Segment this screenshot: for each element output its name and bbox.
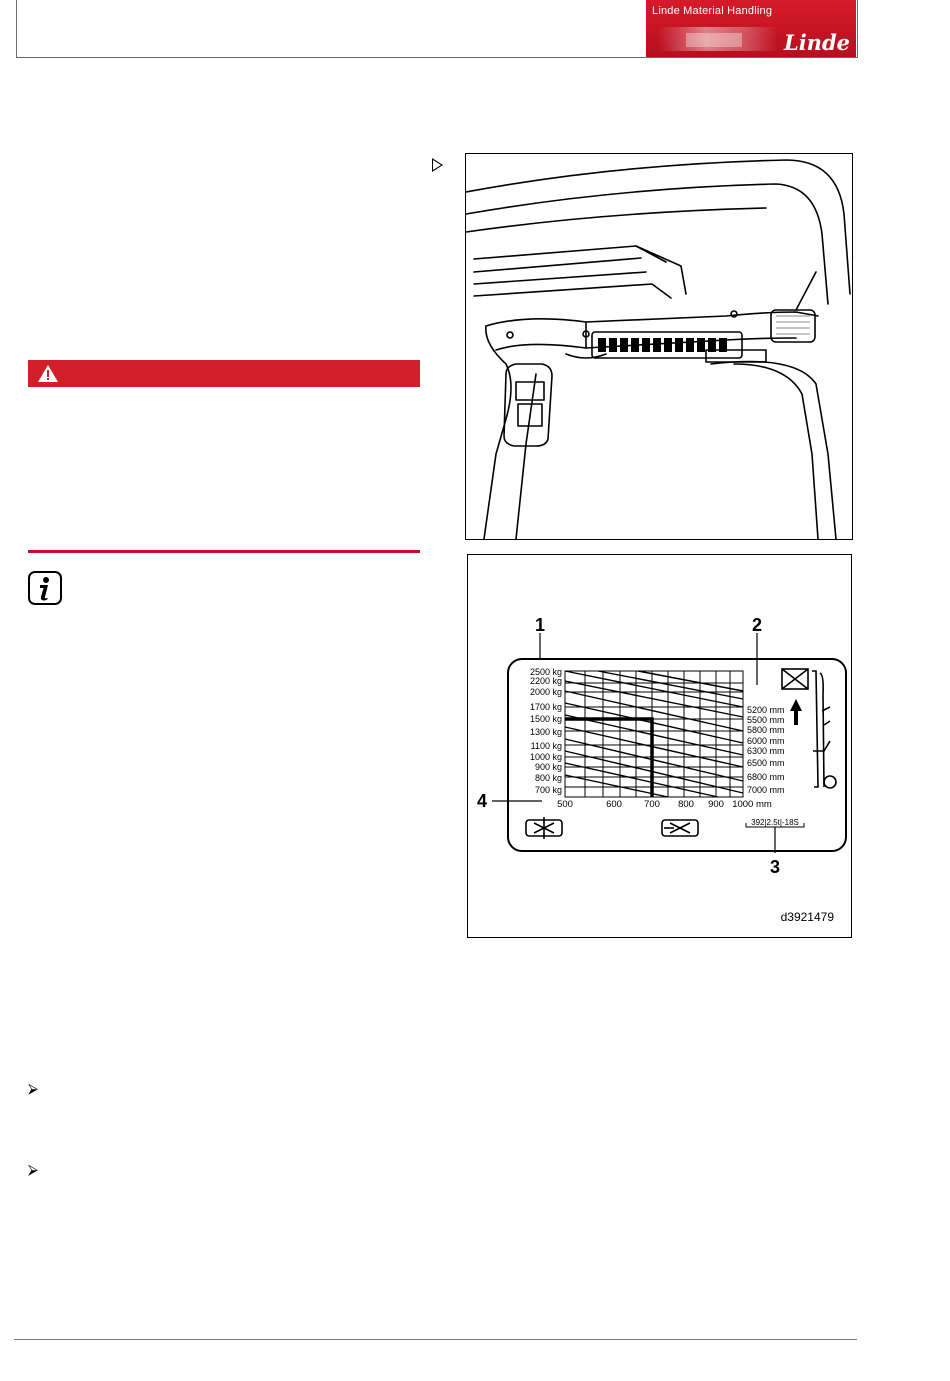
height-tick-label: 6800 mm [747,772,785,782]
overhead-guard-drawing [466,154,852,539]
model-code: 392|2.5t|-18S [751,818,799,827]
load-tick-label: 1300 kg [529,727,562,737]
action-bullet-icon: ⮚ [28,1161,38,1177]
height-tick-label: 6500 mm [747,758,785,768]
brand-banner [646,0,856,57]
load-chart-drawing [468,555,851,937]
load-tick-label: 2000 kg [529,687,562,697]
center-tick-label: 800 [678,799,694,810]
warning-triangle-icon [37,364,59,383]
center-tick-label: 600 [606,799,622,810]
callout-1: 1 [534,615,546,635]
info-icon [28,571,62,605]
info-glyph-icon [30,573,60,603]
height-tick-label: 5200 mm [747,705,785,715]
center-tick-label: 700 [644,799,660,810]
linde-logo: Linde [783,30,850,55]
action-bullet-icon: ⮚ [28,1080,38,1096]
figure-id: d3921479 [780,910,834,924]
load-tick-label: 1500 kg [529,714,562,724]
load-tick-label: 1700 kg [529,702,562,712]
brand-gradient-block [686,33,742,47]
load-tick-label: 1000 kg [529,752,562,762]
brand-name: Linde Material Handling [652,5,773,17]
load-tick-label: 900 kg [534,762,562,772]
callout-2: 2 [751,615,763,635]
callout-3: 3 [769,857,781,877]
center-tick-label: 1000 mm [732,799,772,810]
center-tick-label: 900 [708,799,724,810]
overhead-guard-figure [465,153,853,540]
height-tick-label: 5800 mm [747,725,785,735]
height-tick-label: 7000 mm [747,785,785,795]
load-tick-label: 700 kg [534,785,562,795]
note-divider [28,550,420,553]
center-tick-label: 500 [557,799,573,810]
footer-divider [14,1339,857,1340]
load-tick-label: 2500 kg [529,667,562,677]
height-tick-label: 6300 mm [747,746,785,756]
load-tick-label: 2200 kg [529,676,562,686]
height-tick-label: 5500 mm [747,715,785,725]
height-tick-label: 6000 mm [747,736,785,746]
load-tick-label: 800 kg [534,773,562,783]
danger-bar [28,360,420,387]
load-tick-label: 1100 kg [530,741,562,751]
figure-pointer-icon [432,158,443,172]
callout-4: 4 [476,791,488,811]
load-chart-figure [467,554,852,938]
